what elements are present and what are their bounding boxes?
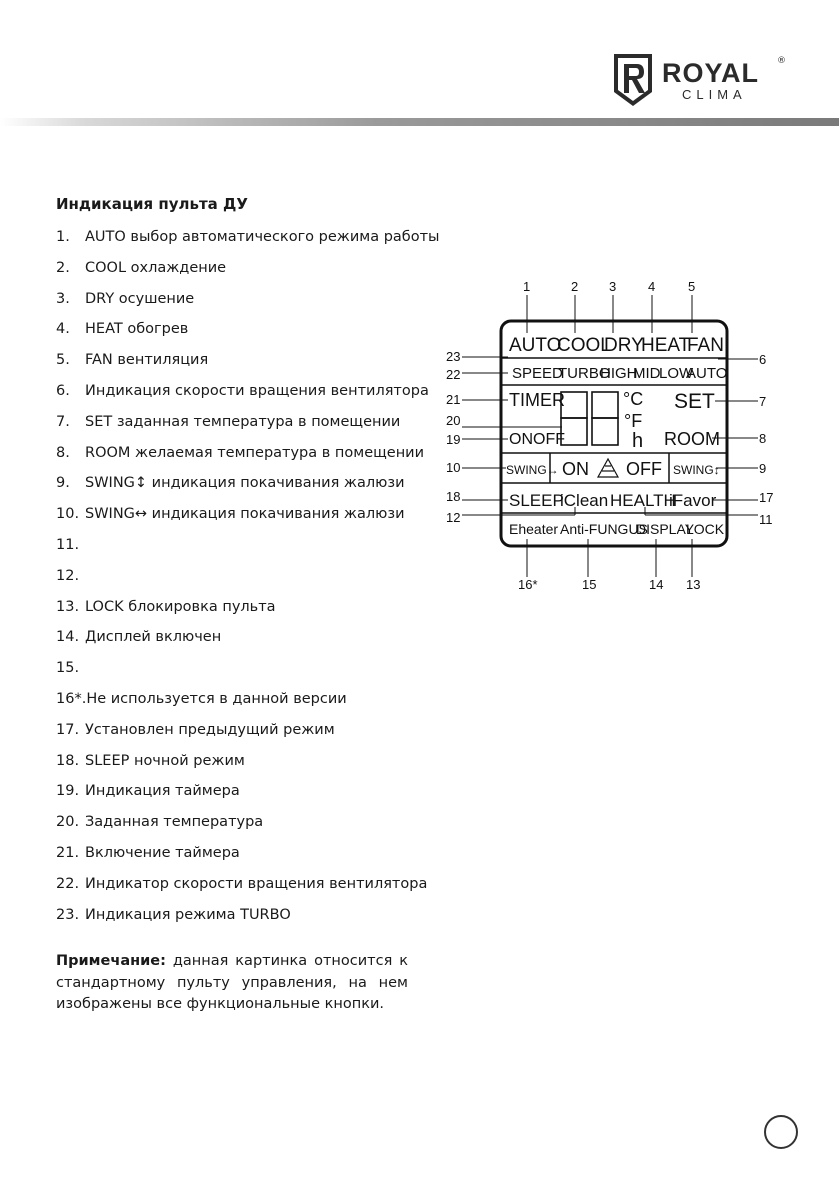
list-item bbox=[56, 503, 440, 534]
list-item bbox=[56, 257, 440, 288]
list-item bbox=[56, 380, 440, 411]
indicator-list bbox=[56, 226, 440, 934]
callout-13: 13 bbox=[686, 577, 701, 592]
list-item bbox=[56, 534, 440, 565]
list-item bbox=[56, 472, 440, 503]
callout-17: 17 bbox=[759, 490, 774, 505]
lcd-off: OFF bbox=[626, 459, 662, 479]
lcd-antifungus: Anti-FUNGUS bbox=[560, 521, 648, 537]
lcd-dry: DRY bbox=[604, 335, 644, 356]
list-item bbox=[56, 780, 440, 811]
item-number: 8. bbox=[56, 444, 70, 461]
callout-10: 10 bbox=[446, 460, 461, 475]
page-number-circle bbox=[764, 1115, 798, 1149]
item-number: 4. bbox=[56, 321, 70, 338]
lcd-hour: h bbox=[632, 430, 644, 452]
callout-8: 8 bbox=[759, 431, 767, 446]
lcd-fahrenheit: °F bbox=[624, 411, 643, 431]
list-item bbox=[56, 565, 440, 596]
note-text: данная картинка относится к стандартному пульту управления, на нем изображены все функциональные кнопки. bbox=[56, 953, 408, 1012]
lcd-fan: FAN bbox=[687, 335, 724, 356]
lcd-high: HIGH bbox=[600, 365, 638, 382]
item-text: Не используется в данной версии bbox=[86, 690, 347, 707]
brand-subname: CLIMA bbox=[682, 87, 747, 102]
item-number: 7. bbox=[56, 413, 70, 430]
item-text: Установлен предыдущий режим bbox=[85, 721, 335, 738]
callout-23: 23 bbox=[446, 349, 461, 364]
item-number: 12. bbox=[56, 567, 80, 584]
item-text: SWING↔ индикация покачивания жалюзи bbox=[85, 506, 405, 523]
page-heading: Индикация пульта ДУ bbox=[56, 195, 248, 213]
item-number: 6. bbox=[56, 382, 70, 399]
callout-22: 22 bbox=[446, 367, 461, 382]
lcd-swing-horizontal: SWING↔ bbox=[506, 463, 559, 477]
remote-display-diagram bbox=[440, 275, 800, 605]
item-text: SLEEP ночной режим bbox=[85, 752, 245, 769]
lcd-health: HEALTH bbox=[610, 491, 676, 510]
lcd-room: ROOM bbox=[664, 429, 720, 449]
list-item bbox=[56, 442, 440, 473]
item-number: 20. bbox=[56, 814, 80, 831]
list-item bbox=[56, 626, 440, 657]
item-number: 22. bbox=[56, 875, 80, 892]
lcd-iclean: iClean bbox=[560, 491, 609, 510]
callout-6: 6 bbox=[759, 352, 767, 367]
callout-19: 19 bbox=[446, 432, 461, 447]
fan-triangle-icon bbox=[598, 459, 618, 477]
lcd-set: SET bbox=[674, 390, 715, 413]
item-number: 16*. bbox=[56, 690, 87, 707]
lcd-low: LOW bbox=[659, 365, 694, 382]
lcd-heat: HEAT bbox=[641, 335, 691, 356]
lcd-lock: LOCK bbox=[686, 521, 725, 537]
lcd-speed: SPEED bbox=[512, 365, 563, 382]
list-item bbox=[56, 226, 440, 257]
item-text: Включение таймера bbox=[85, 844, 240, 861]
header-gradient-bar bbox=[0, 118, 839, 126]
item-text: Индикация режима TURBO bbox=[85, 906, 291, 923]
item-number: 23. bbox=[56, 906, 80, 923]
list-item bbox=[56, 318, 440, 349]
list-item bbox=[56, 873, 440, 904]
callout-9: 9 bbox=[759, 461, 767, 476]
item-number: 3. bbox=[56, 290, 70, 307]
item-text: SWING↕ индикация покачивания жалюзи bbox=[85, 475, 405, 492]
list-item bbox=[56, 842, 440, 873]
callout-4: 4 bbox=[648, 279, 656, 294]
callout-12: 12 bbox=[446, 510, 461, 525]
lcd-cool: COOL bbox=[557, 335, 611, 356]
item-text: AUTO выбор автоматического режима работы bbox=[85, 229, 440, 245]
item-number: 5. bbox=[56, 352, 70, 369]
lcd-swing-vertical: SWING↕ bbox=[673, 463, 720, 477]
list-item bbox=[56, 657, 440, 688]
item-text: ROOM желаемая температура в помещении bbox=[85, 444, 425, 461]
list-item bbox=[56, 349, 440, 380]
lcd-onoff: ONOFF bbox=[509, 431, 565, 448]
item-number: 17. bbox=[56, 721, 80, 738]
list-item bbox=[56, 688, 440, 719]
item-text: Индикация скорости вращения вентилятора bbox=[85, 382, 429, 399]
item-text: HEAT обогрев bbox=[85, 321, 189, 338]
lcd-ifavor: iFavor bbox=[669, 491, 717, 510]
callout-11: 11 bbox=[759, 512, 773, 527]
list-item bbox=[56, 750, 440, 781]
lcd-sleep: SLEEP bbox=[509, 491, 564, 510]
callout-18: 18 bbox=[446, 489, 461, 504]
lcd-turbo: TURBO bbox=[558, 365, 611, 382]
item-text: DRY осушение bbox=[85, 290, 195, 307]
callout-20: 20 bbox=[446, 413, 461, 428]
callout-16: 16* bbox=[518, 577, 538, 592]
item-number: 13. bbox=[56, 598, 80, 615]
item-text: SET заданная температура в помещении bbox=[85, 413, 401, 430]
note-paragraph bbox=[56, 951, 408, 1016]
list-item bbox=[56, 596, 440, 627]
lcd-display: DISPLAY bbox=[636, 521, 695, 537]
lcd-eheater: Eheater bbox=[509, 521, 559, 537]
item-number: 11. bbox=[56, 536, 80, 553]
item-number: 18. bbox=[56, 752, 80, 769]
list-item bbox=[56, 411, 440, 442]
list-item bbox=[56, 904, 440, 935]
callout-14: 14 bbox=[649, 577, 664, 592]
callout-7: 7 bbox=[759, 394, 767, 409]
item-text: Заданная температура bbox=[85, 814, 264, 831]
lcd-auto: AUTO bbox=[509, 335, 562, 356]
item-text: COOL охлаждение bbox=[85, 259, 227, 276]
callout-21: 21 bbox=[446, 392, 461, 407]
item-text: FAN вентиляция bbox=[85, 352, 209, 369]
item-number: 9. bbox=[56, 475, 70, 492]
item-text: Индикация таймера bbox=[85, 783, 240, 800]
item-text: LOCK блокировка пульта bbox=[85, 598, 276, 615]
lcd-mid: MID bbox=[633, 365, 661, 382]
note-label: Примечание: bbox=[56, 953, 166, 969]
item-number: 2. bbox=[56, 259, 70, 276]
item-number: 1. bbox=[56, 229, 70, 245]
lcd-celsius: °C bbox=[623, 389, 644, 409]
brand-logo bbox=[610, 52, 785, 110]
item-number: 10. bbox=[56, 506, 80, 523]
callout-15: 15 bbox=[582, 577, 597, 592]
royal-clima-r-emblem-icon bbox=[610, 52, 656, 108]
registered-mark: ® bbox=[777, 56, 786, 66]
callout-3: 3 bbox=[609, 279, 617, 294]
item-text: Дисплей включен bbox=[85, 629, 222, 646]
callout-2: 2 bbox=[571, 279, 579, 294]
item-number: 21. bbox=[56, 844, 80, 861]
lcd-speed-auto: AUTO bbox=[686, 365, 728, 382]
lcd-timer: TIMER bbox=[509, 390, 565, 410]
item-number: 15. bbox=[56, 660, 80, 677]
seven-segment-digit-2 bbox=[592, 392, 618, 445]
brand-name: ROYAL bbox=[662, 58, 760, 88]
item-number: 19. bbox=[56, 783, 80, 800]
item-number: 14. bbox=[56, 629, 80, 646]
item-text: Индикатор скорости вращения вентилятора bbox=[85, 875, 428, 892]
list-item bbox=[56, 719, 440, 750]
list-item bbox=[56, 811, 440, 842]
list-item bbox=[56, 288, 440, 319]
callout-5: 5 bbox=[688, 279, 696, 294]
lcd-on: ON bbox=[562, 459, 589, 479]
callout-1: 1 bbox=[523, 279, 531, 294]
